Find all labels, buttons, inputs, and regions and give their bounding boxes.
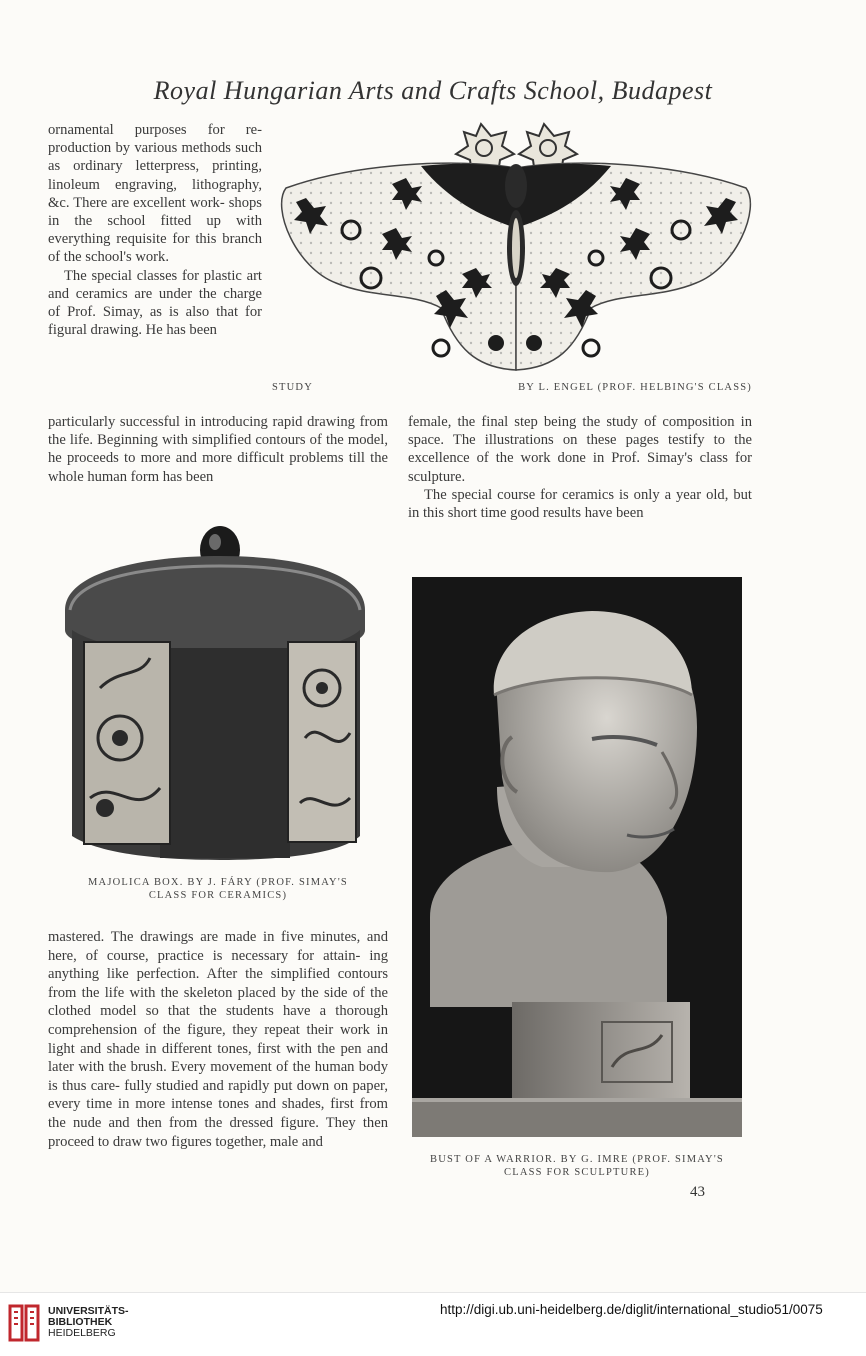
text-middle-right — [408, 413, 752, 522]
library-logo-icon[interactable] — [8, 1302, 40, 1344]
paragraph-3: particularly successful in introducing rapid drawing from the life. Beginning with simplified contours of the model, he proceeds to more and more difficult problems till the whole human form has been — [48, 414, 388, 485]
bust-caption-line-1: BUST OF A WARRIOR. BY G. IMRE (PROF. SIMAY'S — [430, 1154, 724, 1165]
text-middle-left — [48, 413, 388, 486]
butterfly-caption-left: STUDY — [272, 382, 314, 393]
box-caption-line-2: CLASS FOR CERAMICS) — [148, 890, 288, 901]
paragraph-4: female, the final step being the study of composition in space. The illustrations on these pages testify to the excellence of the work done in Prof. Simay's class for sculpture. — [408, 414, 752, 485]
paragraph-5: The special course for ceramics is only a year old, but in this short time good results have been — [408, 486, 752, 522]
source-url-link[interactable]: http://digi.ub.uni-heidelberg.de/diglit/international_studio51/0075 — [440, 1302, 823, 1317]
running-header: Royal Hungarian Arts and Crafts School, Budapest — [153, 76, 713, 105]
paragraph-1: ornamental purposes for re- production by various methods such as ordinary letterpress, printing, linoleum engraving, lithography, &c. There are excellent work- shops in the school fitted up with everything requisite for this branch of the school's work. — [48, 122, 262, 266]
butterfly-study-figure — [276, 118, 756, 374]
paragraph-2: The special classes for plastic art and ceramics are under the charge of Prof. Simay, as is also that for figural drawing. He has been — [48, 267, 262, 339]
logo-line-1: UNIVERSITÄTS- — [48, 1305, 129, 1317]
bust-caption — [412, 1153, 742, 1179]
library-logo-text[interactable] — [48, 1306, 129, 1339]
box-caption-line-1: MAJOLICA BOX. BY J. FÁRY (PROF. SIMAY'S — [88, 877, 348, 888]
bust-of-warrior-photo — [412, 577, 742, 1137]
paragraph-6: mastered. The drawings are made in five minutes, and here, of course, practice is necessary for attain- ing anything like perfection. After the simplified contours from the life with the skeleton placed by the side of the clothed model so that the students have a thorough comprehension of the figure, they repeat their work in light and shade in different tones, first with the pen and later with the brush. Every movement of the human body is thus care- fully studied and rapidly put down on paper, every time in more intense tones and shades, first from the nude and then from the dressed figure. They then proceed to draw two figures together, male and — [48, 929, 388, 1150]
logo-line-2: BIBLIOTHEK — [48, 1316, 113, 1328]
bust-caption-line-2: CLASS FOR SCULPTURE) — [504, 1167, 650, 1178]
majolica-box-figure — [60, 518, 370, 863]
box-caption — [48, 876, 388, 902]
butterfly-caption-right: BY L. ENGEL (PROF. HELBING'S CLASS) — [518, 382, 752, 393]
page-number: 43 — [690, 1184, 705, 1200]
logo-line-3: HEIDELBERG — [48, 1327, 116, 1339]
text-bottom-left — [48, 928, 388, 1151]
text-top-left — [48, 121, 262, 339]
